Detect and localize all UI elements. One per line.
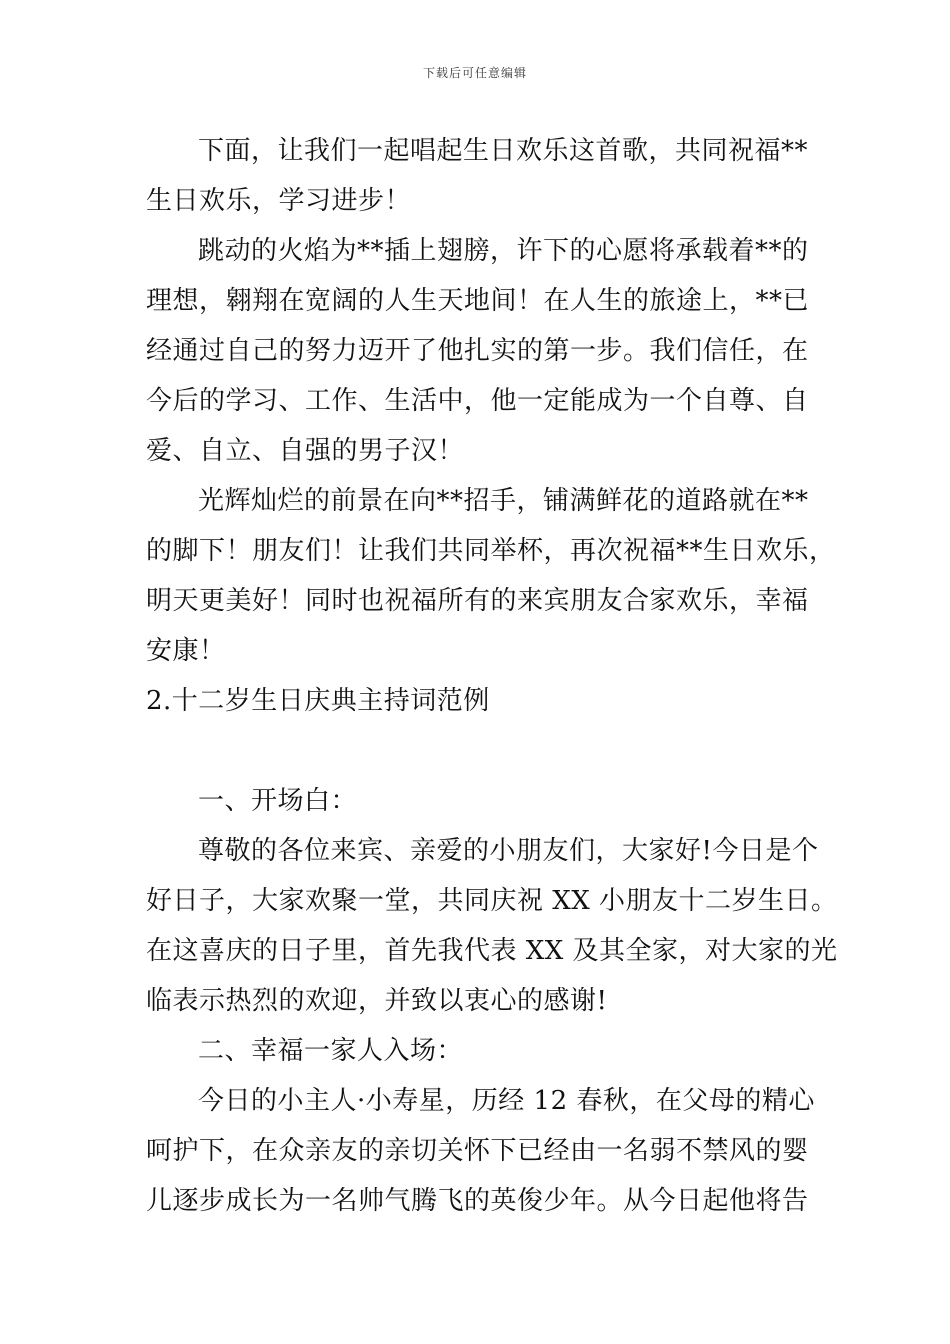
blank-spacer [146,726,811,776]
paragraph-line: 跳动的火焰为**插上翅膀，许下的心愿将承载着**的 [198,236,809,266]
page-header: 下载后可任意编辑 [422,66,527,80]
section-heading: 2.十二岁生日庆典主持词范例 [146,686,490,716]
paragraph-line: 今日的小主人·小寿星，历经 12 春秋，在父母的精心 [198,1086,815,1116]
paragraph-line: 爱、自立、自强的男子汉！ [146,436,465,466]
paragraph-line: 好日子，大家欢聚一堂，共同庆祝 XX 小朋友十二岁生日。 [146,886,838,916]
paragraph-line: 生日欢乐，学习进步！ [146,186,412,216]
paragraph-line: 今后的学习、工作、生活中，他一定能成为一个自尊、自 [146,386,809,416]
subsection-heading: 一、开场白： [198,786,358,816]
document-body [146,126,838,1226]
paragraph-line: 在这喜庆的日子里，首先我代表 XX 及其全家，对大家的光 [146,936,838,966]
paragraph-line: 下面，让我们一起唱起生日欢乐这首歌，共同祝福** [198,136,809,166]
paragraph-line: 经通过自己的努力迈开了他扎实的第一步。我们信任，在 [146,336,809,366]
paragraph-line: 呵护下，在众亲友的亲切关怀下已经由一名弱不禁风的婴 [146,1136,809,1166]
paragraph-line: 光辉灿烂的前景在向**招手，铺满鲜花的道路就在** [198,486,809,516]
paragraph-line: 儿逐步成长为一名帅气腾飞的英俊少年。从今日起他将告 [146,1186,809,1216]
paragraph-line: 的脚下！朋友们！让我们共同举杯，再次祝福**生日欢乐， [146,536,836,566]
subsection-heading: 二、幸福一家人入场： [198,1036,464,1066]
paragraph-line: 尊敬的各位来宾、亲爱的小朋友们，大家好!今日是个 [198,836,819,866]
paragraph-line: 安康！ [146,636,226,666]
paragraph-line: 明天更美好！同时也祝福所有的来宾朋友合家欢乐，幸福 [146,586,809,616]
paragraph-line: 理想，翱翔在宽阔的人生天地间！在人生的旅途上，**已 [146,286,810,316]
paragraph-line: 临表示热烈的欢迎，并致以衷心的感谢! [146,986,608,1016]
